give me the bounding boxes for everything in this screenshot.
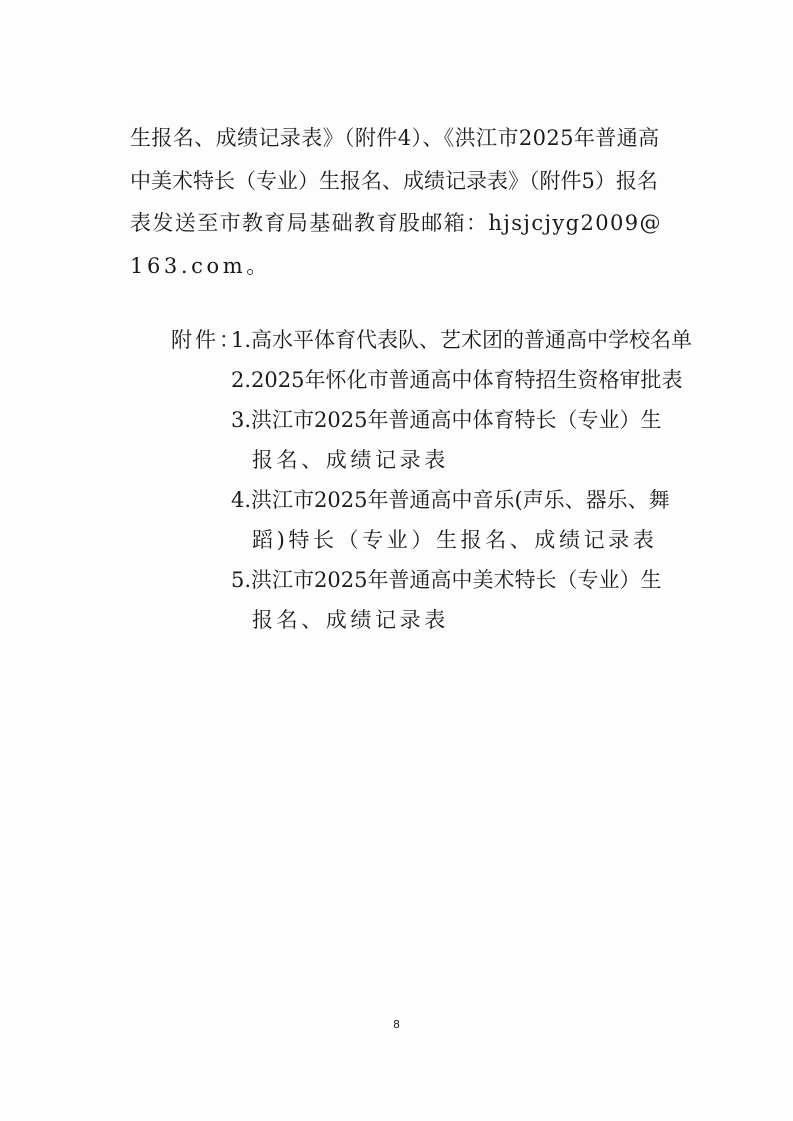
attachment-line: 5.洪江市2025年普通高中美术特长（专业）生 — [231, 568, 662, 592]
attachment-line: 报名、成绩记录表 — [252, 608, 449, 632]
paragraph-line: 163.com。 — [130, 254, 271, 278]
page-number: 8 — [393, 1018, 400, 1031]
attachment-line: 2.2025年怀化市普通高中体育特招生资格审批表 — [231, 368, 683, 392]
paragraph-line: 生报名、成绩记录表》（附件4）、《洪江市2025年普通高 — [130, 126, 660, 150]
paragraph-line: 中美术特长（专业）生报名、成绩记录表》（附件5）报名 — [130, 169, 658, 193]
attachments-label: 附件： — [171, 328, 243, 352]
attachment-line: 报名、成绩记录表 — [252, 448, 449, 472]
attachment-line: 3.洪江市2025年普通高中体育特长（专业）生 — [231, 408, 662, 432]
attachment-line: 4.洪江市2025年普通高中音乐(声乐、器乐、舞 — [231, 488, 670, 512]
attachment-line: 1.高水平体育代表队、艺术团的普通高中学校名单 — [231, 328, 693, 352]
paragraph-line: 表发送至市教育局基础教育股邮箱：hjsjcjyg2009@ — [130, 211, 662, 235]
attachment-line: 蹈)特长（专业）生报名、成绩记录表 — [252, 528, 658, 552]
